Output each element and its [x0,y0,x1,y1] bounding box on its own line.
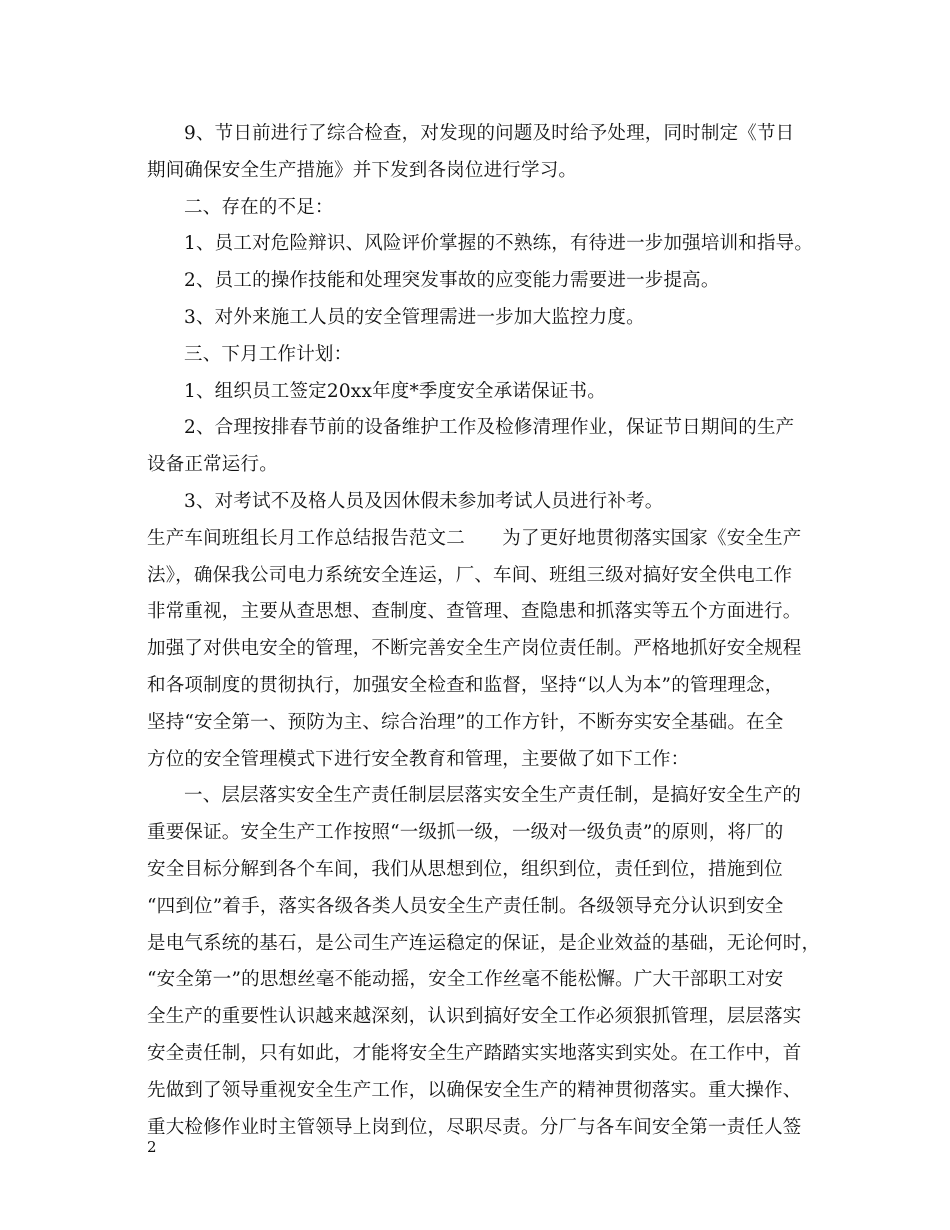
text-line: 法》，确保我公司电力系统安全连运，厂、车间、班组三级对搞好安全供电工作 [147,564,793,586]
text-line: 和各项制度的贯彻执行，加强安全检查和监督，坚持“以人为本”的管理理念， [147,674,784,696]
text-line: 一、层层落实安全生产责任制层层落实安全生产责任制，是搞好安全生产的 [184,785,802,807]
text-line: 3、对考试不及格人员及因休假未参加考试人员进行补考。 [184,490,664,512]
text-line: 安全责任制，只有如此，才能将安全生产踏踏实实地落实到实处。在工作中，首 [147,1042,802,1064]
text-line: 1、组织员工签定20xx年度*季度安全承诺保证书。 [184,380,606,402]
text-line: 2、合理按排春节前的设备维护工作及检修清理作业，保证节日期间的生产 [184,417,795,439]
text-line: 是电气系统的基石，是公司生产连运稳定的保证，是企业效益的基础，无论何时， [147,932,821,954]
text-line: 设备正常运行。 [147,454,278,476]
text-line: 生产车间班组长月工作总结报告范文二 为了更好地贯彻落实国家《安全生产 [147,527,802,549]
text-line: 2、员工的操作技能和处理突发事故的应变能力需要进一步提高。 [184,270,720,292]
text-line: 先做到了领导重视安全生产工作，以确保安全生产的精神贯彻落实。重大操作、 [147,1079,802,1101]
text-line: “四到位”着手，落实各级各类人员安全生产责任制。各级领导充分认识到安全 [147,895,784,917]
text-line: 安全目标分解到各个车间，我们从思想到位，组织到位，责任到位，措施到位 [147,858,783,880]
text-line: 期间确保安全生产措施》并下发到各岗位进行学习。 [147,159,578,181]
text-line: 9、节日前进行了综合检查，对发现的问题及时给予处理，同时制定《节日 [184,123,795,144]
text-line: 1、员工对危险辩识、风险评价掌握的不熟练，有待进一步加强培训和指导。 [184,233,814,255]
text-line: 坚持“安全第一、预防为主、综合治理”的工作方针，不断夯实安全基础。在全 [147,711,784,733]
text-line: 三、下月工作计划： [184,343,353,365]
text-line: 二、存在的不足： [184,196,334,218]
text-line: 非常重视，主要从查思想、查制度、查管理、查隐患和抓落实等五个方面进行。 [147,601,802,623]
text-line: 加强了对供电安全的管理，不断完善安全生产岗位责任制。严格地抓好安全规程 [147,638,802,660]
text-line: 3、对外来施工人员的安全管理需进一步加大监控力度。 [184,306,645,328]
text-line: 全生产的重要性认识越来越深刻，认识到搞好安全工作必须狠抓管理，层层落实 [147,1006,802,1028]
text-line: 重大检修作业时主管领导上岗到位，尽职尽责。分厂与各车间安全第一责任人签 [147,1116,802,1138]
document-body [147,116,821,1146]
page-number: 2 [147,1138,157,1156]
text-line: “安全第一”的思想丝毫不能动摇，安全工作丝毫不能松懈。广大干部职工对安 [147,969,784,991]
text-line: 方位的安全管理模式下进行安全教育和管理，主要做了如下工作： [147,748,690,770]
text-line: 重要保证。安全生产工作按照“一级抓一级，一级对一级负责”的原则，将厂的 [147,822,784,844]
